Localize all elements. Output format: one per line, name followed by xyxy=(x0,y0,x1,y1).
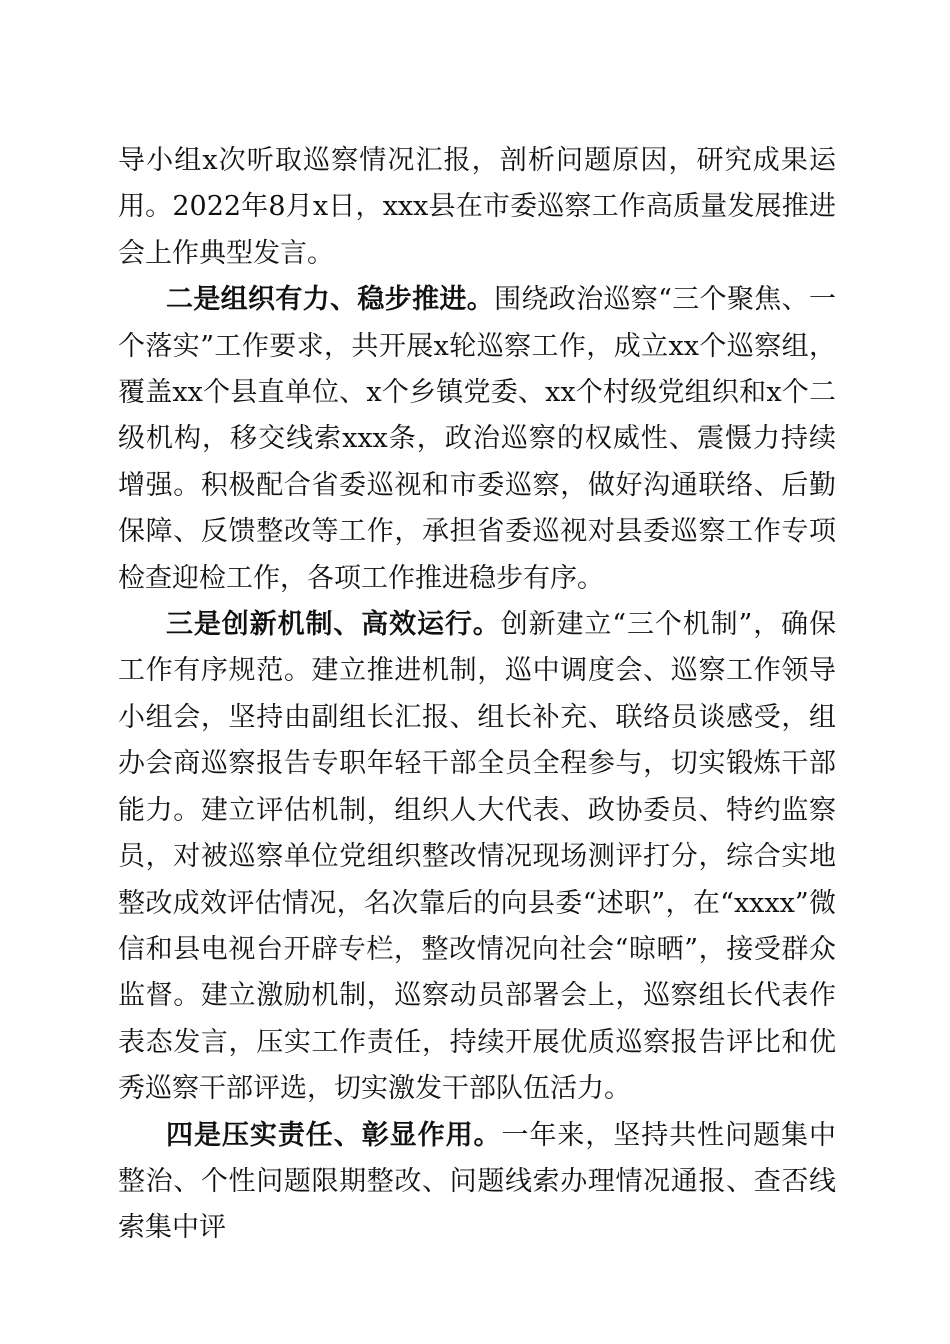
paragraph-1 xyxy=(118,138,836,277)
paragraph-4-text: 一年来，坚持共性问题集中整治、个性问题限期整改、问题线索办理情况通报、查否线索集中评 xyxy=(118,1119,837,1244)
paragraph-3-text: 创新建立“三个机制”，确保工作有序规范。建立推进机制，巡中调度会、巡察工作领导小组会，坚持由副组长汇报、组长补充、联络员谈感受，组办会商巡察报告专职年轻干部全员全程参与，切实锻炼干部能力。建立评估机制，组织人大代表、政协委员、特约监察员，对被巡察单位党组织整改情况现场测评打分，综合实地整改成效评估情况，名次靠后的向县委“述职”，在“xxxx”微信和县电视台开辟专栏，整改情况向社会“晾晒”，接受群众监督。建立激励机制，巡察动员部署会上，巡察组长代表作表态发言，压实工作责任，持续开展优质巡察报告评比和优秀巡察干部评选，切实激发干部队伍活力。 xyxy=(118,609,837,1105)
paragraph-3-lead: 三是创新机制、高效运行。 xyxy=(166,609,501,641)
paragraph-4 xyxy=(118,1113,836,1252)
paragraph-2-lead: 二是组织有力、稳步推进。 xyxy=(166,284,495,316)
document-page xyxy=(118,138,836,1252)
paragraph-1-text: 导小组x次听取巡察情况汇报，剖析问题原因，研究成果运用。2022年8月x日，xxx县在市委巡察工作高质量发展推进会上作典型发言。 xyxy=(118,145,836,269)
paragraph-2 xyxy=(118,277,836,602)
paragraph-4-lead: 四是压实责任、彰显作用。 xyxy=(166,1119,502,1151)
paragraph-2-text: 围绕政治巡察“三个聚焦、一个落实”工作要求，共开展x轮巡察工作，成立xx个巡察组，覆盖xx个县直单位、x个乡镇党委、xx个村级党组织和x个二级机构，移交线索xxx条，政治巡察的权威性、震慑力持续增强。积极配合省委巡视和市委巡察，做好沟通联络、后勤保障、反馈整改等工作，承担省委巡视对县委巡察工作专项检查迎检工作，各项工作推进稳步有序。 xyxy=(118,284,836,594)
paragraph-3 xyxy=(118,602,836,1112)
